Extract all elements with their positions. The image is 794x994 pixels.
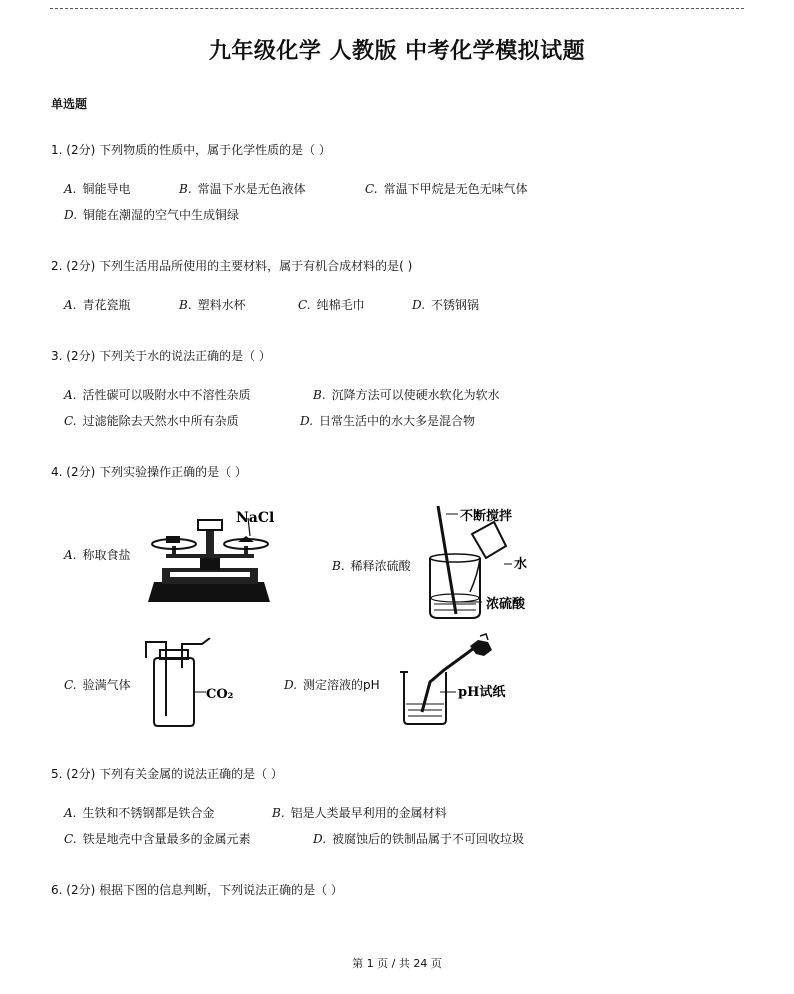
question-4-stem: 4. (2分) 下列实验操作正确的是（ ） [51,465,247,479]
top-dashed-rule [50,8,744,9]
option-letter: B. [179,182,192,196]
option-text: 验满气体 [82,678,131,692]
option-text: 铜能在潮湿的空气中生成铜绿 [83,208,240,222]
q4-option-b[interactable] [332,557,411,574]
q1-option-b[interactable] [179,180,306,197]
option-letter: D. [313,832,327,846]
nacl-label: NaCl [236,510,275,526]
q2-option-c[interactable] [298,296,365,313]
q3-option-d[interactable] [300,412,475,429]
page-title: 九年级化学 人教版 中考化学模拟试题 [208,39,586,64]
option-letter: C. [64,678,77,692]
option-letter: A. [64,388,77,402]
q1-option-c[interactable] [365,180,528,197]
option-letter: C. [298,298,311,312]
option-text: 铝是人类最早利用的金属材料 [290,806,447,820]
option-text: 活性碳可以吸附水中不溶性杂质 [82,388,251,402]
option-text: 测定溶液的pH [303,678,380,692]
question-1-stem: 1. (2分) 下列物质的性质中，属于化学性质的是（ ） [51,143,331,157]
option-letter: A. [64,806,77,820]
page-footer: 第 1 页 / 共 24 页 [352,957,442,970]
q3-option-c[interactable] [64,412,239,429]
q1-option-a[interactable] [64,180,131,197]
question-6-stem: 6. (2分) 根据下图的信息判断，下列说法正确的是（ ） [51,883,343,897]
q4-option-c[interactable] [64,676,131,693]
option-letter: A. [64,548,77,562]
section-heading: 单选题 [51,97,88,111]
option-text: 常温下甲烷是无色无味气体 [383,182,528,196]
option-letter: D. [284,678,298,692]
q2-option-b[interactable] [179,296,246,313]
acid-label: 浓硫酸 [486,597,526,612]
q2-option-a[interactable] [64,296,131,313]
q4-option-a[interactable] [64,546,131,563]
q5-option-d[interactable] [313,830,524,847]
option-text: 日常生活中的水大多是混合物 [319,414,476,428]
question-2-stem: 2. (2分) 下列生活用品所使用的主要材料，属于有机合成材料的是( ) [51,259,413,273]
option-letter: B. [332,559,345,573]
question-5-stem: 5. (2分) 下列有关金属的说法正确的是（ ） [51,767,283,781]
option-text: 沉降方法可以使硬水软化为软水 [331,388,500,402]
option-text: 稀释浓硫酸 [350,559,411,573]
option-letter: D. [64,208,78,222]
option-letter: B. [179,298,192,312]
option-letter: A. [64,182,77,196]
q4-option-d[interactable] [284,676,380,693]
q5-option-a[interactable] [64,804,215,821]
option-letter: D. [412,298,426,312]
option-text: 常温下水是无色液体 [197,182,306,196]
ph-paper-label: pH试纸 [458,685,506,700]
option-text: 不锈钢锅 [431,298,480,312]
question-3-stem: 3. (2分) 下列关于水的说法正确的是（ ） [51,349,271,363]
q2-option-d[interactable] [412,296,479,313]
co2-label: CO₂ [206,687,234,702]
stir-label: 不断搅拌 [460,509,513,524]
option-letter: A. [64,298,77,312]
water-label: 水 [514,557,528,572]
q3-option-a[interactable] [64,386,251,403]
option-text: 被腐蚀后的铁制品属于不可回收垃圾 [332,832,525,846]
option-text: 塑料水杯 [197,298,246,312]
balance-figure [140,506,280,606]
option-letter: C. [64,414,77,428]
option-letter: C. [64,832,77,846]
option-text: 青花瓷瓶 [82,298,131,312]
q5-option-c[interactable] [64,830,251,847]
option-text: 铁是地壳中含量最多的金属元素 [82,832,251,846]
gas-bottle-figure [140,638,250,730]
option-letter: D. [300,414,314,428]
option-letter: C. [365,182,378,196]
option-letter: B. [272,806,285,820]
q3-option-b[interactable] [313,386,500,403]
q5-option-b[interactable] [272,804,447,821]
option-text: 铜能导电 [82,182,131,196]
option-letter: B. [313,388,326,402]
option-text: 生铁和不锈钢都是铁合金 [82,806,215,820]
option-text: 纯棉毛巾 [316,298,365,312]
option-text: 过滤能除去天然水中所有杂质 [82,414,239,428]
dilution-figure [420,500,550,622]
option-text: 称取食盐 [82,548,131,562]
ph-test-figure [396,632,526,728]
q1-option-d[interactable] [64,206,239,223]
